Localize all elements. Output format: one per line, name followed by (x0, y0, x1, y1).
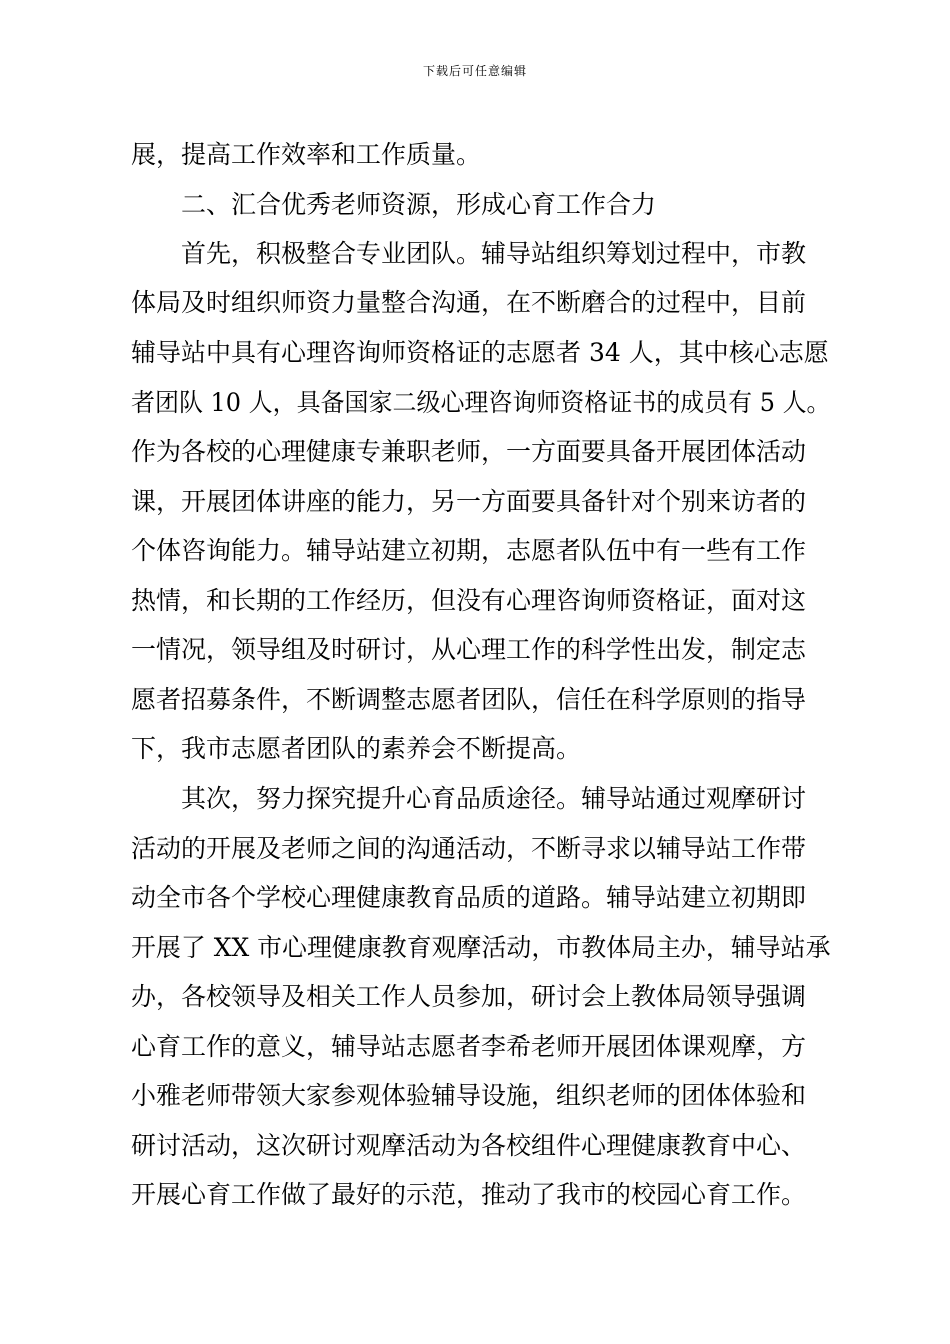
text-line: 首先，积极整合专业团队。辅导站组织筹划过程中，市教 (131, 239, 807, 268)
text-line: 热情，和长期的工作经历，但没有心理咨询师资格证，面对这 (131, 586, 807, 615)
text-line: 小雅老师带领大家参观体验辅导设施，组织老师的团体体验和 (131, 1081, 807, 1110)
page-header-note: 下载后可任意编辑 (422, 64, 527, 78)
text-line: 动全市各个学校心理健康教育品质的道路。辅导站建立初期即 (131, 883, 807, 912)
text-line: 一情况，领导组及时研讨，从心理工作的科学性出发，制定志 (131, 635, 807, 664)
text-line: 体局及时组织师资力量整合沟通，在不断磨合的过程中，目前 (131, 288, 807, 317)
text-line: 辅导站中具有心理咨询师资格证的志愿者 34 人，其中核心志愿 (131, 338, 829, 367)
text-line: 展，提高工作效率和工作质量。 (131, 140, 482, 169)
text-line: 开展了 XX 市心理健康教育观摩活动，市教体局主办，辅导站承 (131, 933, 831, 962)
text-line: 研讨活动，这次研讨观摩活动为各校组件心理健康教育中心、 (131, 1131, 807, 1160)
text-line: 下，我市志愿者团队的素养会不断提高。 (131, 734, 582, 763)
section-heading: 二、汇合优秀老师资源，形成心育工作合力 (131, 190, 657, 219)
text-line: 办，各校领导及相关工作人员参加，研讨会上教体局领导强调 (131, 982, 807, 1011)
text-line: 个体咨询能力。辅导站建立初期，志愿者队伍中有一些有工作 (131, 536, 807, 565)
text-line: 开展心育工作做了最好的示范，推动了我市的校园心育工作。 (131, 1180, 807, 1209)
text-line: 作为各校的心理健康专兼职老师，一方面要具备开展团体活动 (131, 437, 807, 466)
text-line: 愿者招募条件，不断调整志愿者团队，信任在科学原则的指导 (131, 685, 807, 714)
text-line: 课，开展团体讲座的能力，另一方面要具备针对个别来访者的 (131, 487, 807, 516)
text-line: 其次，努力探究提升心育品质途径。辅导站通过观摩研讨 (131, 784, 807, 813)
text-line: 心育工作的意义，辅导站志愿者李希老师开展团体课观摩，方 (131, 1032, 807, 1061)
text-line: 者团队 10 人，具备国家二级心理咨询师资格证书的成员有 5 人。 (131, 388, 831, 417)
text-line: 活动的开展及老师之间的沟通活动，不断寻求以辅导站工作带 (131, 834, 807, 863)
